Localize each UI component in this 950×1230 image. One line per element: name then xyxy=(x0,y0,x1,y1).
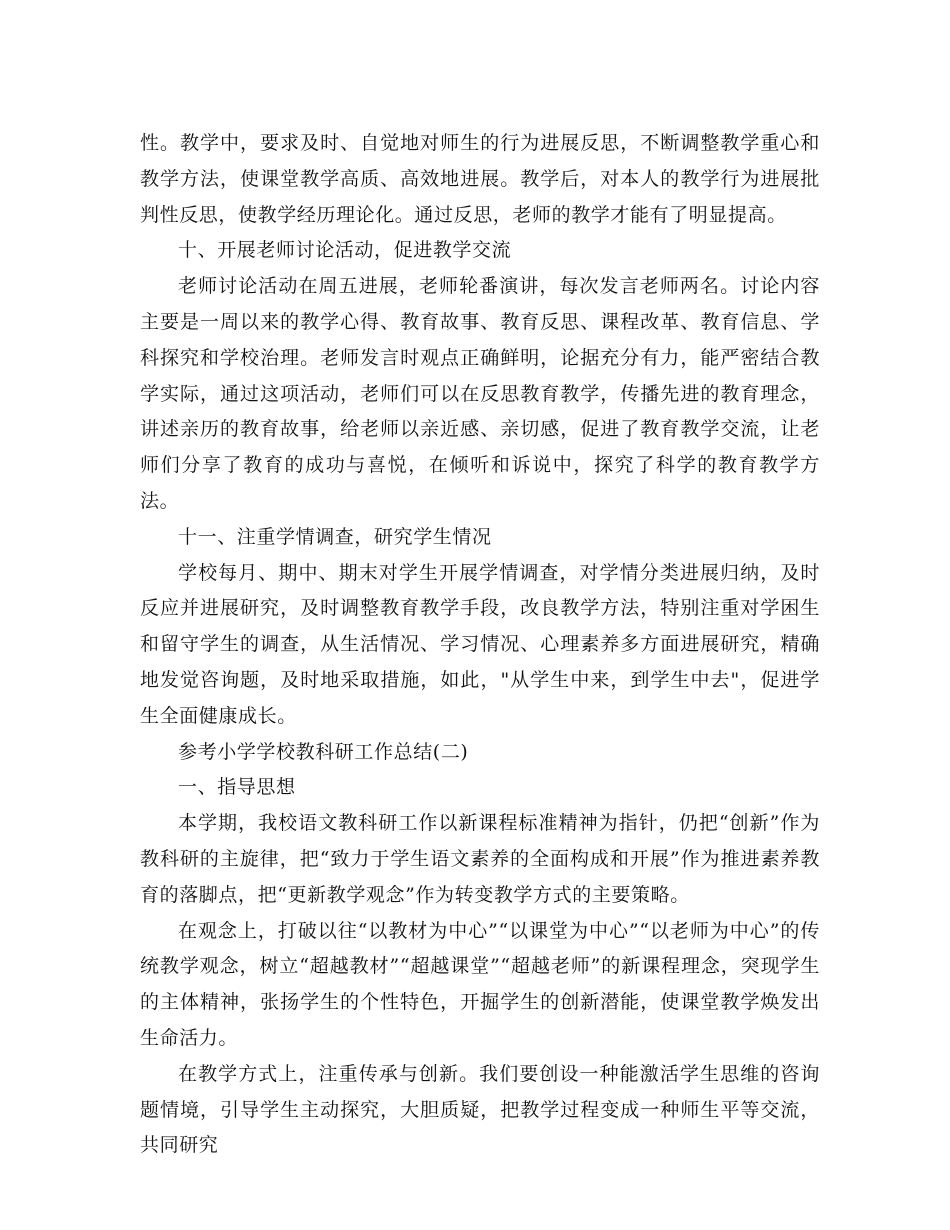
paragraph-teacher-discussion: 老师讨论活动在周五进展，老师轮番演讲，每次发言老师两名。讨论内容主要是一周以来的教学心得、教育故事、教育反思、课程改革、教育信息、学科探究和学校治理。老师发言时观点正确鲜明，论据充分有力，能严密结合教学实际，通过这项活动，老师们可以在反思教育教学，传播先进的教育理念，讲述亲历的教育故事，给老师以亲近感、亲切感，促进了教育教学交流，让老师们分享了教育的成功与喜悦，在倾听和诉说中，探究了科学的教育教学方法。 xyxy=(140,275,820,512)
section-heading-11: 十一、注重学情调查，研究学生情况 xyxy=(178,525,492,548)
section-heading-1: 一、指导思想 xyxy=(178,776,296,799)
section-heading-10: 十、开展老师讨论活动，促进教学交流 xyxy=(178,239,512,262)
paragraph-guiding-idea: 本学期，我校语文教科研工作以新课程标准精神为指针，仍把“创新”作为教科研的主旋律，把“致力于学生语文素养的全面构成和开展”作为推进素养教育的落脚点，把“更新教学观念”作为转变教学方式的主要策略。 xyxy=(140,812,820,906)
paragraph-teaching-method: 在教学方式上，注重传承与创新。我们要创设一种能激活学生思维的咨询题情境，引导学生主动探究，大胆质疑，把教学过程变成一种师生平等交流，共同研究 xyxy=(140,1062,820,1157)
paragraph-concept: 在观念上，打破以往“以教材为中心”“以课堂为中心”“以老师为中心”的传统教学观念，树立“超越教材”“超越课堂”“超越老师”的新课程理念，突现学生的主体精神，张扬学生的个性特色，开掘学生的创新潜能，使课堂教学焕发出生命活力。 xyxy=(140,919,820,1049)
paragraph-student-survey: 学校每月、期中、期末对学生开展学情调查，对学情分类进展归纳，及时反应并进展研究，及时调整教育教学手段，改良教学方法，特别注重对学困生和留守学生的调查，从生活情况、学习情况、心理素养多方面进展研究，精确地发觉咨询题，及时地采取措施，如此，"从学生中来，到学生中去"，促进学生全面健康成长。 xyxy=(140,561,820,727)
document-subtitle: 参考小学学校教科研工作总结(二) xyxy=(178,740,469,763)
document-body xyxy=(140,126,820,1164)
paragraph-continuation: 性。教学中，要求及时、自觉地对师生的行为进展反思，不断调整教学重心和教学方法，使课堂教学高质、高效地进展。教学后，对本人的教学行为进展批判性反思，使教学经历理论化。通过反思，老师的教学才能有了明显提高。 xyxy=(140,132,820,226)
